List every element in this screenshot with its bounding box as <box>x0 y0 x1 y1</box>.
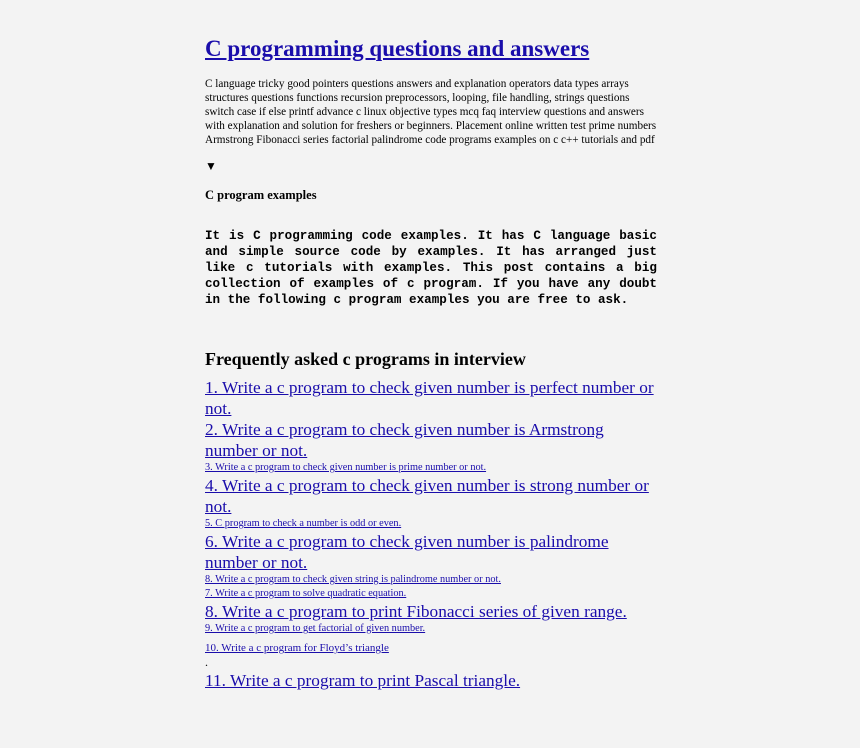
link-floyd-triangle[interactable]: 10. Write a c program for Floyd’s triangle <box>205 642 389 654</box>
link-prime-number[interactable]: 3. Write a c program to check given number is prime number or not. <box>205 462 487 473</box>
link-armstrong-number[interactable]: 2. Write a c program to check given number is Armstrong number or not. <box>205 420 604 460</box>
section-body: It is C programming code examples. It has C language basic and simple source code by examples. It has arranged just like c tutorials with examples. This post contains a big collection of examples of c program. If you have any doubt in the following c program examples you are free to ask. <box>205 229 657 307</box>
link-fibonacci-series[interactable]: 8. Write a c program to print Fibonacci series of given range. <box>205 602 627 621</box>
floyd-row <box>205 641 657 670</box>
program-links-list <box>205 377 657 691</box>
intro-paragraph: C language tricky good pointers questions answers and explanation operators data types arrays structures questions functions recursion preprocessors, looping, file handling, strings questions switch case if else printf advance c linux objective types mcq faq interview questions and answers with explanation and solution for freshers or beginners. Placement online written test prime numbers Armstrong Fibonacci series factorial palindrome code programs examples on c c++ tutorials and pdf <box>205 78 657 146</box>
link-odd-even[interactable]: 5. C program to check a number is odd or even. <box>205 518 402 529</box>
section-heading: C program examples <box>205 188 317 202</box>
faq-heading: Frequently asked c programs in interview <box>205 349 526 369</box>
expand-arrow-icon[interactable]: ▼ <box>205 159 217 173</box>
link-palindrome-string[interactable]: 8. Write a c program to check given string is palindrome number or not. <box>205 574 501 585</box>
page-title-link[interactable]: C programming questions and answers <box>205 36 590 61</box>
link-perfect-number[interactable]: 1. Write a c program to check given number is perfect number or not. <box>205 378 654 418</box>
link-pascal-triangle[interactable]: 11. Write a c program to print Pascal triangle. <box>205 671 521 690</box>
link-quadratic-equation[interactable]: 7. Write a c program to solve quadratic equation. <box>205 588 407 599</box>
link-strong-number[interactable]: 4. Write a c program to check given number is strong number or not. <box>205 476 649 516</box>
trailing-period: . <box>205 655 208 669</box>
link-factorial[interactable]: 9. Write a c program to get factorial of given number. <box>205 623 426 634</box>
document-page <box>205 32 657 691</box>
link-palindrome-number[interactable]: 6. Write a c program to check given number is palindrome number or not. <box>205 532 609 572</box>
